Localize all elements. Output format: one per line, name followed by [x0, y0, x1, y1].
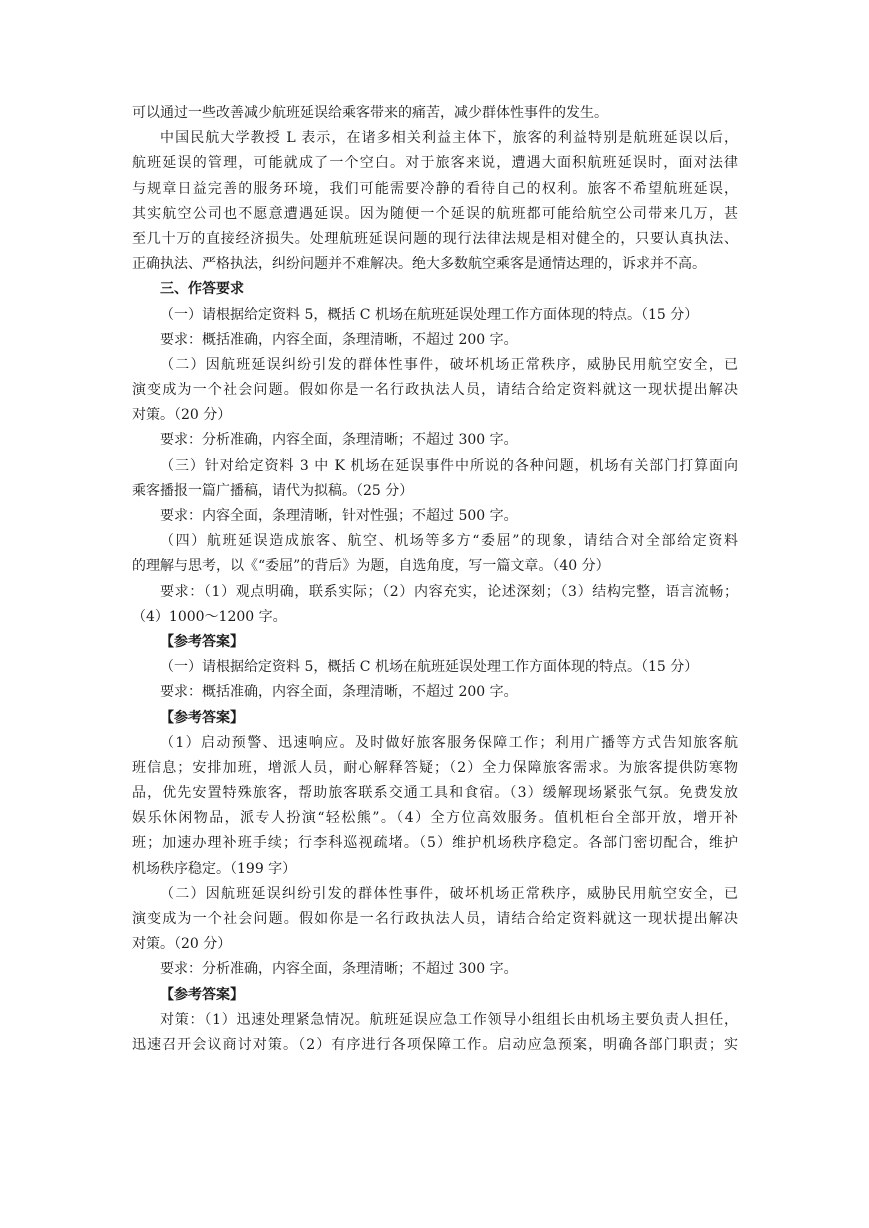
text-line: （二）因航班延误纠纷引发的群体性事件，破坏机场正常秩序，威胁民用航空安全，已	[160, 356, 738, 373]
text-line: 要求：概括准确，内容全面，条理清晰，不超过 200 字。	[160, 684, 518, 701]
section-heading: 【参考答案】	[160, 633, 244, 650]
text-line: 要求：分析准确，内容全面，条理清晰；不超过 300 字。	[160, 432, 518, 449]
text-line: （二）因航班延误纠纷引发的群体性事件，破坏机场正常秩序，威胁民用航空安全，已	[160, 885, 738, 902]
text-line: 要求：概括准确，内容全面，条理清晰，不超过 200 字。	[160, 331, 518, 348]
text-line: 对策：（1）迅速处理紧急情况。航班延误应急工作领导小组组长由机场主要负责人担任，	[160, 1011, 738, 1028]
text-line: （4）1000～1200 字。	[132, 608, 287, 625]
text-line: 其实航空公司也不愿意遭遇延误。因为随便一个延误的航班都可能给航空公司带来几万，甚	[132, 205, 738, 222]
text-line: 机场秩序稳定。（199 字）	[132, 860, 297, 877]
text-line: 品，优先安置特殊旅客，帮助旅客联系交通工具和食宿。（3）缓解现场紧张气氛。免费发放	[132, 785, 738, 802]
text-line: 中国民航大学教授 L 表示，在诸多相关利益主体下，旅客的利益特别是航班延误以后，	[160, 130, 738, 147]
text-line: 对策。（20 分）	[132, 407, 232, 424]
text-line: 要求：（1）观点明确，联系实际；（2）内容充实，论述深刻；（3）结构完整，语言流畅；	[160, 583, 738, 600]
text-line: （三）针对给定资料 3 中 K 机场在延误事件中所说的各种问题，机场有关部门打算面向	[160, 457, 738, 474]
text-line: 航班延误的管理，可能就成了一个空白。对于旅客来说，遭遇大面积航班延误时，面对法律	[132, 155, 738, 172]
text-line: 演变成为一个社会问题。假如你是一名行政执法人员，请结合给定资料就这一现状提出解决	[132, 382, 738, 399]
text-line: 要求：内容全面，条理清晰，针对性强；不超过 500 字。	[160, 508, 518, 524]
section-heading: 【参考答案】	[160, 986, 244, 1003]
text-line: （四）航班延误造成旅客、航空、机场等多方“委屈”的现象，请结合对全部给定资料	[160, 533, 738, 550]
text-line: 可以通过一些改善减少航班延误给乘客带来的痛苦，减少群体性事件的发生。	[132, 105, 608, 121]
text-line: （一）请根据给定资料 5，概括 C 机场在航班延误处理工作方面体现的特点。（15 分）	[160, 306, 699, 323]
text-line: 正确执法、严格执法，纠纷问题并不难解决。绝大多数航空乘客是通情达理的，诉求并不高。	[132, 256, 706, 273]
text-line: 班信息；安排加班，增派人员，耐心解释答疑；（2）全力保障旅客需求。为旅客提供防寒物	[132, 759, 738, 776]
text-line: 迅速召开会议商讨对策。（2）有序进行各项保障工作。启动应急预案，明确各部门职责；实	[132, 1036, 738, 1053]
text-line: 演变成为一个社会问题。假如你是一名行政执法人员，请结合给定资料就这一现状提出解决	[132, 911, 738, 927]
text-line: （一）请根据给定资料 5，概括 C 机场在航班延误处理工作方面体现的特点。（15 分）	[160, 659, 699, 676]
text-line: 乘客播报一篇广播稿，请代为拟稿。（25 分）	[132, 482, 414, 499]
text-line: （1）启动预警、迅速响应。及时做好旅客服务保障工作；利用广播等方式告知旅客航	[160, 734, 738, 751]
text-line: 娱乐休闲物品，派专人扮演“轻松熊”。（4）全方位高效服务。值机柜台全部开放，增开补	[132, 810, 738, 827]
section-heading: 三、作答要求	[160, 281, 244, 298]
text-line: 的理解与思考，以《“委屈”的背后》为题，自选角度，写一篇文章。（40 分）	[132, 558, 610, 575]
document-page	[132, 101, 738, 1058]
text-line: 与规章日益完善的服务环境，我们可能需要冷静的看待自己的权利。旅客不希望航班延误，	[132, 180, 738, 197]
text-line: 要求：分析准确，内容全面，条理清晰；不超过 300 字。	[160, 961, 518, 978]
text-line: 对策。（20 分）	[132, 936, 232, 953]
section-heading: 【参考答案】	[160, 709, 244, 726]
text-line: 班；加速办理补班手续；行李科巡视疏堵。（5）维护机场秩序稳定。各部门密切配合，维护	[132, 835, 738, 852]
text-line: 至几十万的直接经济损失。处理航班延误问题的现行法律法规是相对健全的，只要认真执法、	[132, 230, 738, 247]
